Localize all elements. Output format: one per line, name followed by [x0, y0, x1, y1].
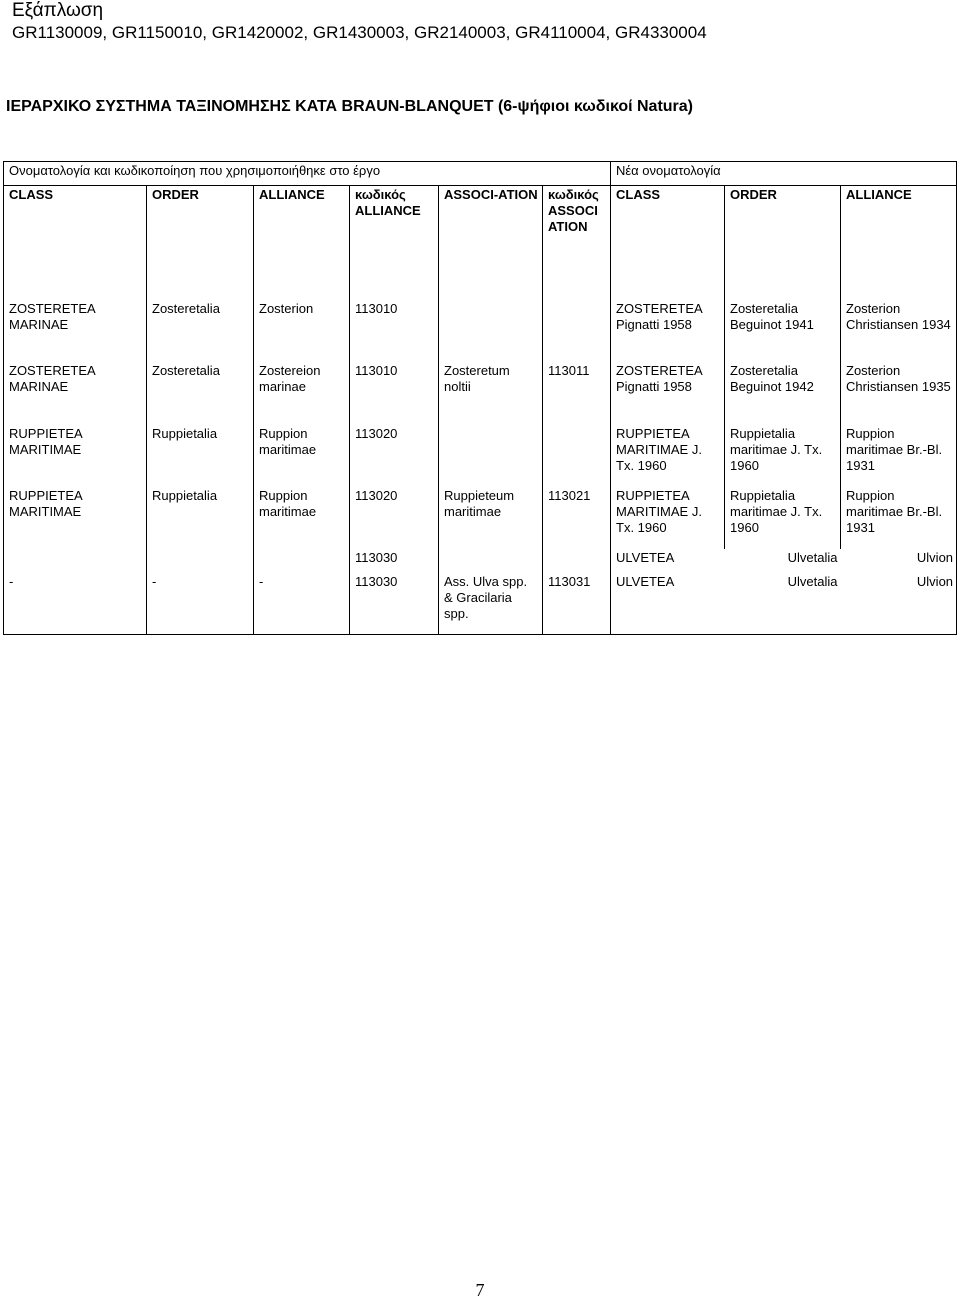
cell-new-class: RUPPIETEA MARITIMAE J. Tx. 1960	[611, 487, 725, 549]
cell-association: Ass. Ulva spp. & Gracilaria spp.	[439, 573, 543, 635]
cell-new-alliance: Ruppion maritimae Br.-Bl. 1931	[841, 487, 957, 549]
cell-new-class: ULVETEA	[611, 549, 725, 573]
cell-order: Zosteretalia	[147, 300, 254, 362]
cell-new-order: Zosteretalia Beguinot 1942	[725, 362, 841, 425]
cell-association-code	[543, 300, 611, 362]
cell-alliance-code: 113030	[350, 573, 439, 635]
cell-new-order: Zosteretalia Beguinot 1941	[725, 300, 841, 362]
cell-new-class: ZOSTERETEA Pignatti 1958	[611, 300, 725, 362]
cell-alliance-code: 113010	[350, 300, 439, 362]
cell-new-class: ULVETEA	[611, 573, 725, 635]
col-header-new-class: CLASS	[611, 186, 725, 300]
cell-order: Zosteretalia	[147, 362, 254, 425]
cell-new-order: Ruppietalia maritimae J. Tx. 1960	[725, 425, 841, 487]
cell-association: Zosteretum noltii	[439, 362, 543, 425]
cell-alliance: Ruppion maritimae	[254, 487, 350, 549]
table-row	[4, 549, 957, 573]
col-header-association-code: κωδικός ASSOCI ATION	[543, 186, 611, 300]
cell-association-code: 113031	[543, 573, 611, 635]
table-row	[4, 487, 957, 549]
cell-class: ZOSTERETEA MARINAE	[4, 300, 147, 362]
cell-new-alliance: Ruppion maritimae Br.-Bl. 1931	[841, 425, 957, 487]
cell-new-alliance: Zosterion Christiansen 1935	[841, 362, 957, 425]
cell-association	[439, 300, 543, 362]
cell-alliance-code: 113030	[350, 549, 439, 573]
cell-new-alliance: Zosterion Christiansen 1934	[841, 300, 957, 362]
table-row	[4, 425, 957, 487]
cell-association-code	[543, 549, 611, 573]
group-header-new: Νέα ονοματολογία	[611, 162, 957, 186]
table-row	[4, 300, 957, 362]
cell-alliance: Zosterion	[254, 300, 350, 362]
cell-new-order: Ulvetalia	[787, 549, 838, 565]
classification-table	[3, 161, 957, 635]
col-header-association: ASSOCI-ATION	[439, 186, 543, 300]
col-header-new-alliance: ALLIANCE	[841, 186, 957, 300]
group-header-old: Ονοματολογία και κωδικοποίηση που χρησιμοποιήθηκε στο έργο	[4, 162, 611, 186]
col-header-new-order: ORDER	[725, 186, 841, 300]
cell-alliance-code: 113020	[350, 487, 439, 549]
cell-new-order: Ulvetalia	[725, 573, 841, 635]
section-title: Εξάπλωση	[12, 0, 104, 21]
cell-order: -	[147, 573, 254, 635]
col-header-alliance-code: κωδικός ALLIANCE	[350, 186, 439, 300]
cell-alliance: -	[254, 573, 350, 635]
col-header-class: CLASS	[4, 186, 147, 300]
cell-alliance: Ruppion maritimae	[254, 425, 350, 487]
cell-association: Ruppieteum maritimae	[439, 487, 543, 549]
col-header-alliance: ALLIANCE	[254, 186, 350, 300]
cell-new-class: ZOSTERETEA Pignatti 1958	[611, 362, 725, 425]
cell-alliance: Zostereion marinae	[254, 362, 350, 425]
col-header-order: ORDER	[147, 186, 254, 300]
table-row	[4, 362, 957, 425]
cell-new-order: Ruppietalia maritimae J. Tx. 1960	[725, 487, 841, 549]
cell-class: -	[4, 573, 147, 635]
cell-class: RUPPIETEA MARITIMAE	[4, 425, 147, 487]
cell-order	[147, 549, 254, 573]
cell-association-code	[543, 425, 611, 487]
cell-order: Ruppietalia	[147, 487, 254, 549]
table-row	[4, 573, 957, 635]
site-codes: GR1130009, GR1150010, GR1420002, GR1430003, GR2140003, GR4110004, GR4330004	[12, 23, 707, 42]
table-heading: ΙΕΡΑΡΧΙΚΟ ΣΥΣΤΗΜΑ ΤΑΞΙΝΟΜΗΣΗΣ ΚΑΤΑ BRAUN-BLANQUET (6-ψήφιοι κωδικοί Natura)	[6, 98, 694, 115]
cell-new-class: RUPPIETEA MARITIMAE J. Tx. 1960	[611, 425, 725, 487]
cell-class: RUPPIETEA MARITIMAE	[4, 487, 147, 549]
cell-association-code: 113021	[543, 487, 611, 549]
cell-class	[4, 549, 147, 573]
cell-alliance-code: 113020	[350, 425, 439, 487]
cell-association	[439, 425, 543, 487]
page-number: 7	[475, 1280, 485, 1300]
cell-order: Ruppietalia	[147, 425, 254, 487]
cell-alliance	[254, 549, 350, 573]
cell-association	[439, 549, 543, 573]
cell-new-alliance: Ulvion	[841, 573, 957, 635]
cell-association-code: 113011	[543, 362, 611, 425]
cell-new-alliance: Ulvion	[841, 549, 957, 573]
cell-class: ZOSTERETEA MARINAE	[4, 362, 147, 425]
cell-alliance-code: 113010	[350, 362, 439, 425]
